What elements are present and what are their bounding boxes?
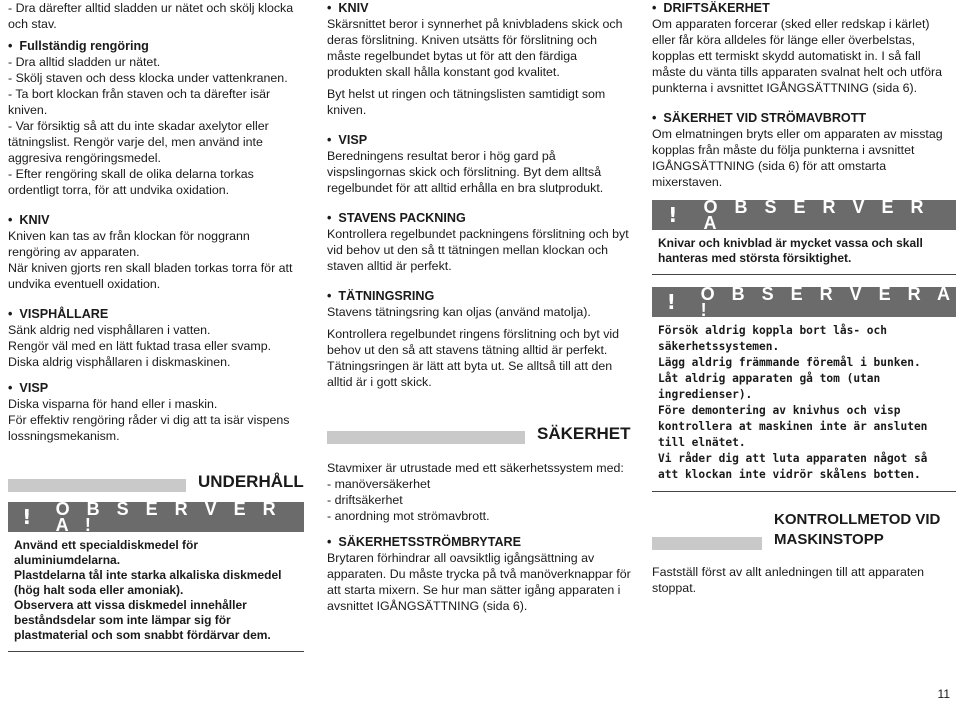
paragraph: Om apparaten forcerar (sked eller redskap i kärlet) eller får köra alldeles för länge eller överbelstas, kopplas ett termiskt skydd automatiskt in. I så fall måste du vänta tills apparaten svalnat helt och utföra punkterna i avsnittet IGÅNGSÄTTNING (sida 6). — [652, 17, 942, 95]
warning-line: Före demontering av knivhus och visp kontrollera at maskinen inte är ansluten till elnätet. — [658, 404, 928, 449]
heading-strom: • SÄKERHET VID STRÖMAVBROTT — [652, 110, 956, 126]
cleaning-line: - Var fӧrsiktig så att du inte skadar axelytor eller tätningslist. Rengӧr varje del, men använd inte aggresiva rengöringsmedel. — [8, 119, 269, 165]
heading-driftsakerhet: • DRIFTSÄKERHET — [652, 0, 956, 16]
warning-icon: ! — [668, 203, 678, 227]
warning-box-knives — [652, 197, 956, 275]
paragraph: Kniven kan tas av från klockan för noggrann rengöring av apparaten. — [8, 229, 250, 259]
heading-sakerhetsstrombrytare: • SÄKERHETSSTRÖMBRYTARE — [327, 534, 633, 550]
heading-visphallare: • VISPHÅLLARE — [8, 306, 304, 322]
warning-header — [8, 499, 304, 535]
warning-line: Plastdelarna tål inte starka alkaliska diskmedel (hög halt soda eller amoniak). — [14, 568, 282, 597]
warning-box-maintenance — [8, 499, 304, 652]
warning-box-safety — [652, 284, 956, 492]
paragraph: Diska aldrig visphållaren i diskmaskinen. — [8, 355, 231, 369]
paragraph: När kniven gjorts ren skall bladen torkas torra för att undvika eventuell oxidation. — [8, 261, 293, 291]
paragraph: Kontrollera regelbundet packningens förslitning och byt vid behov ut den så tt tätningen mellan klockan och staven alltid är perfekt. — [327, 227, 629, 273]
column-left — [8, 0, 304, 652]
warning-body: Knivar och knivblad är mycket vassa och skall hanteras med största försiktighet. — [658, 236, 923, 265]
warning-body — [8, 532, 304, 651]
list-item: - driftsäkerhet — [327, 493, 403, 507]
section-rule — [327, 431, 525, 444]
cleaning-line: - Dra dӓrefter alltid sladden ur nӓtet och skӧlj klocka och stav. — [8, 1, 294, 31]
paragraph: Stavens tätningsring kan oljas (använd matolja). — [327, 305, 591, 319]
paragraph: Om elmatningen bryts eller om apparaten av misstag kopplas från måste du följa punkterna i avsnittet IGÅNGSÄTTNING (sida 6) för att omstarta mixerstaven. — [652, 127, 943, 189]
section-title-sakerhet: SÄKERHET — [537, 424, 631, 443]
heading-stavens-packning: • STAVENS PACKNING — [327, 210, 633, 226]
warning-title: O B S E R V E R A — [703, 197, 930, 233]
heading-kniv: • KNIV — [8, 212, 304, 228]
cleaning-line: - Ta bort klockan från staven och ta därefter isär kniven. — [8, 87, 271, 117]
list-item: - manöversäkerhet — [327, 477, 431, 491]
paragraph: För effektiv rengöring råder vi dig att ta isär vispens lossningsmekanism. — [8, 413, 290, 443]
warning-header — [652, 284, 956, 320]
column-middle — [327, 0, 633, 614]
heading-kniv: • KNIV — [327, 0, 633, 16]
paragraph: Skärsnittet beror i synnerhet på knivbladens skick och deras förslitning. Kniven utsätts för förslitning och måste regelbundet bytas ut för att den färdiga produkten skall hålla konstant god kvalitet. — [327, 17, 623, 79]
heading-visp: • VISP — [8, 380, 304, 396]
warning-icon: ! — [666, 290, 676, 314]
warning-line: Försök aldrig koppla bort lås- och säkerhetssystemen. — [658, 324, 888, 353]
paragraph: Rengör väl med en lätt fuktad trasa eller svamp. — [8, 339, 272, 353]
paragraph: Kontrollera regelbundet ringens förslitning och byt vid behov ut den så att stavens tätning alltid är perfekt. — [327, 327, 620, 357]
warning-body — [652, 317, 956, 491]
heading-full-cleaning: • Fullständig rengöring — [8, 38, 304, 54]
column-right — [652, 0, 956, 596]
warning-line: Vi råder dig att luta apparaten något så att klockan inte vidrör skålens botten. — [658, 452, 928, 481]
list-item: - anordning mot strömavbrott. — [327, 509, 490, 523]
paragraph: Beredningens resultat beror i hög gard på vispslingornas skick och förslitning. Byt dem alltså regelbundet för att alltid erhålla en bra slutprodukt. — [327, 149, 604, 195]
warning-title: O B S E R V E R A ! — [55, 499, 282, 535]
warning-line: Lägg aldrig främmande föremål i bunken. — [658, 356, 921, 369]
warning-title: O B S E R V E R A ! — [700, 284, 956, 320]
warning-header — [652, 197, 956, 233]
paragraph: Fastställ först av allt anledningen till att apparaten stoppat. — [652, 565, 925, 595]
paragraph: Brytaren förhindrar all oavsiktlig igångsättning av apparaten. Du måste trycka på två manöverknappar för att starta mixern. Se hur man sätter igång apparaten i avsnittet IGÅNGSÄTTNING (sida 6). — [327, 551, 631, 613]
paragraph: Sänk aldrig ned visphållaren i vatten. — [8, 323, 211, 337]
heading-visp: • VISP — [327, 132, 633, 148]
paragraph: Tätningsringen är lätt att byta ut. Se alltså till att den alltid är i gott skick. — [327, 359, 613, 389]
section-rule — [8, 479, 186, 492]
section-title-kontrollmetod: KONTROLLMETOD VID MASKINSTOPP — [774, 511, 941, 548]
section-rule — [652, 537, 762, 550]
warning-icon: ! — [22, 505, 32, 529]
page-number: 11 — [937, 687, 950, 701]
warning-line: Använd ett specialdiskmedel för aluminiumdelarna. — [14, 538, 199, 567]
paragraph: Byt helst ut ringen och tätningslisten samtidigt som kniven. — [327, 87, 606, 117]
paragraph: Stavmixer är utrustade med ett säkerhetssystem med: — [327, 461, 624, 475]
cleaning-line: - Dra alltid sladden ur nätet. — [8, 55, 161, 69]
heading-tatningsring: • TÄTNINGSRING — [327, 288, 633, 304]
cleaning-line: - Efter rengöring skall de olika delarna torkas ordentligt torra, för att undvika oxidation. — [8, 167, 254, 197]
warning-line: Observera att vissa diskmedel innehåller beståndsdelar som inte lämpar sig för plastmaterial och som snabbt fördärvar dem. — [14, 598, 271, 642]
warning-line: Låt aldrig apparaten gå tom (utan ingredienser). — [658, 372, 881, 401]
paragraph: Diska visparna för hand eller i maskin. — [8, 397, 218, 411]
cleaning-line: - Skӧlj staven och dess klocka under vattenkranen. — [8, 71, 288, 85]
section-title-underhall: UNDERHÅLL — [198, 472, 304, 491]
